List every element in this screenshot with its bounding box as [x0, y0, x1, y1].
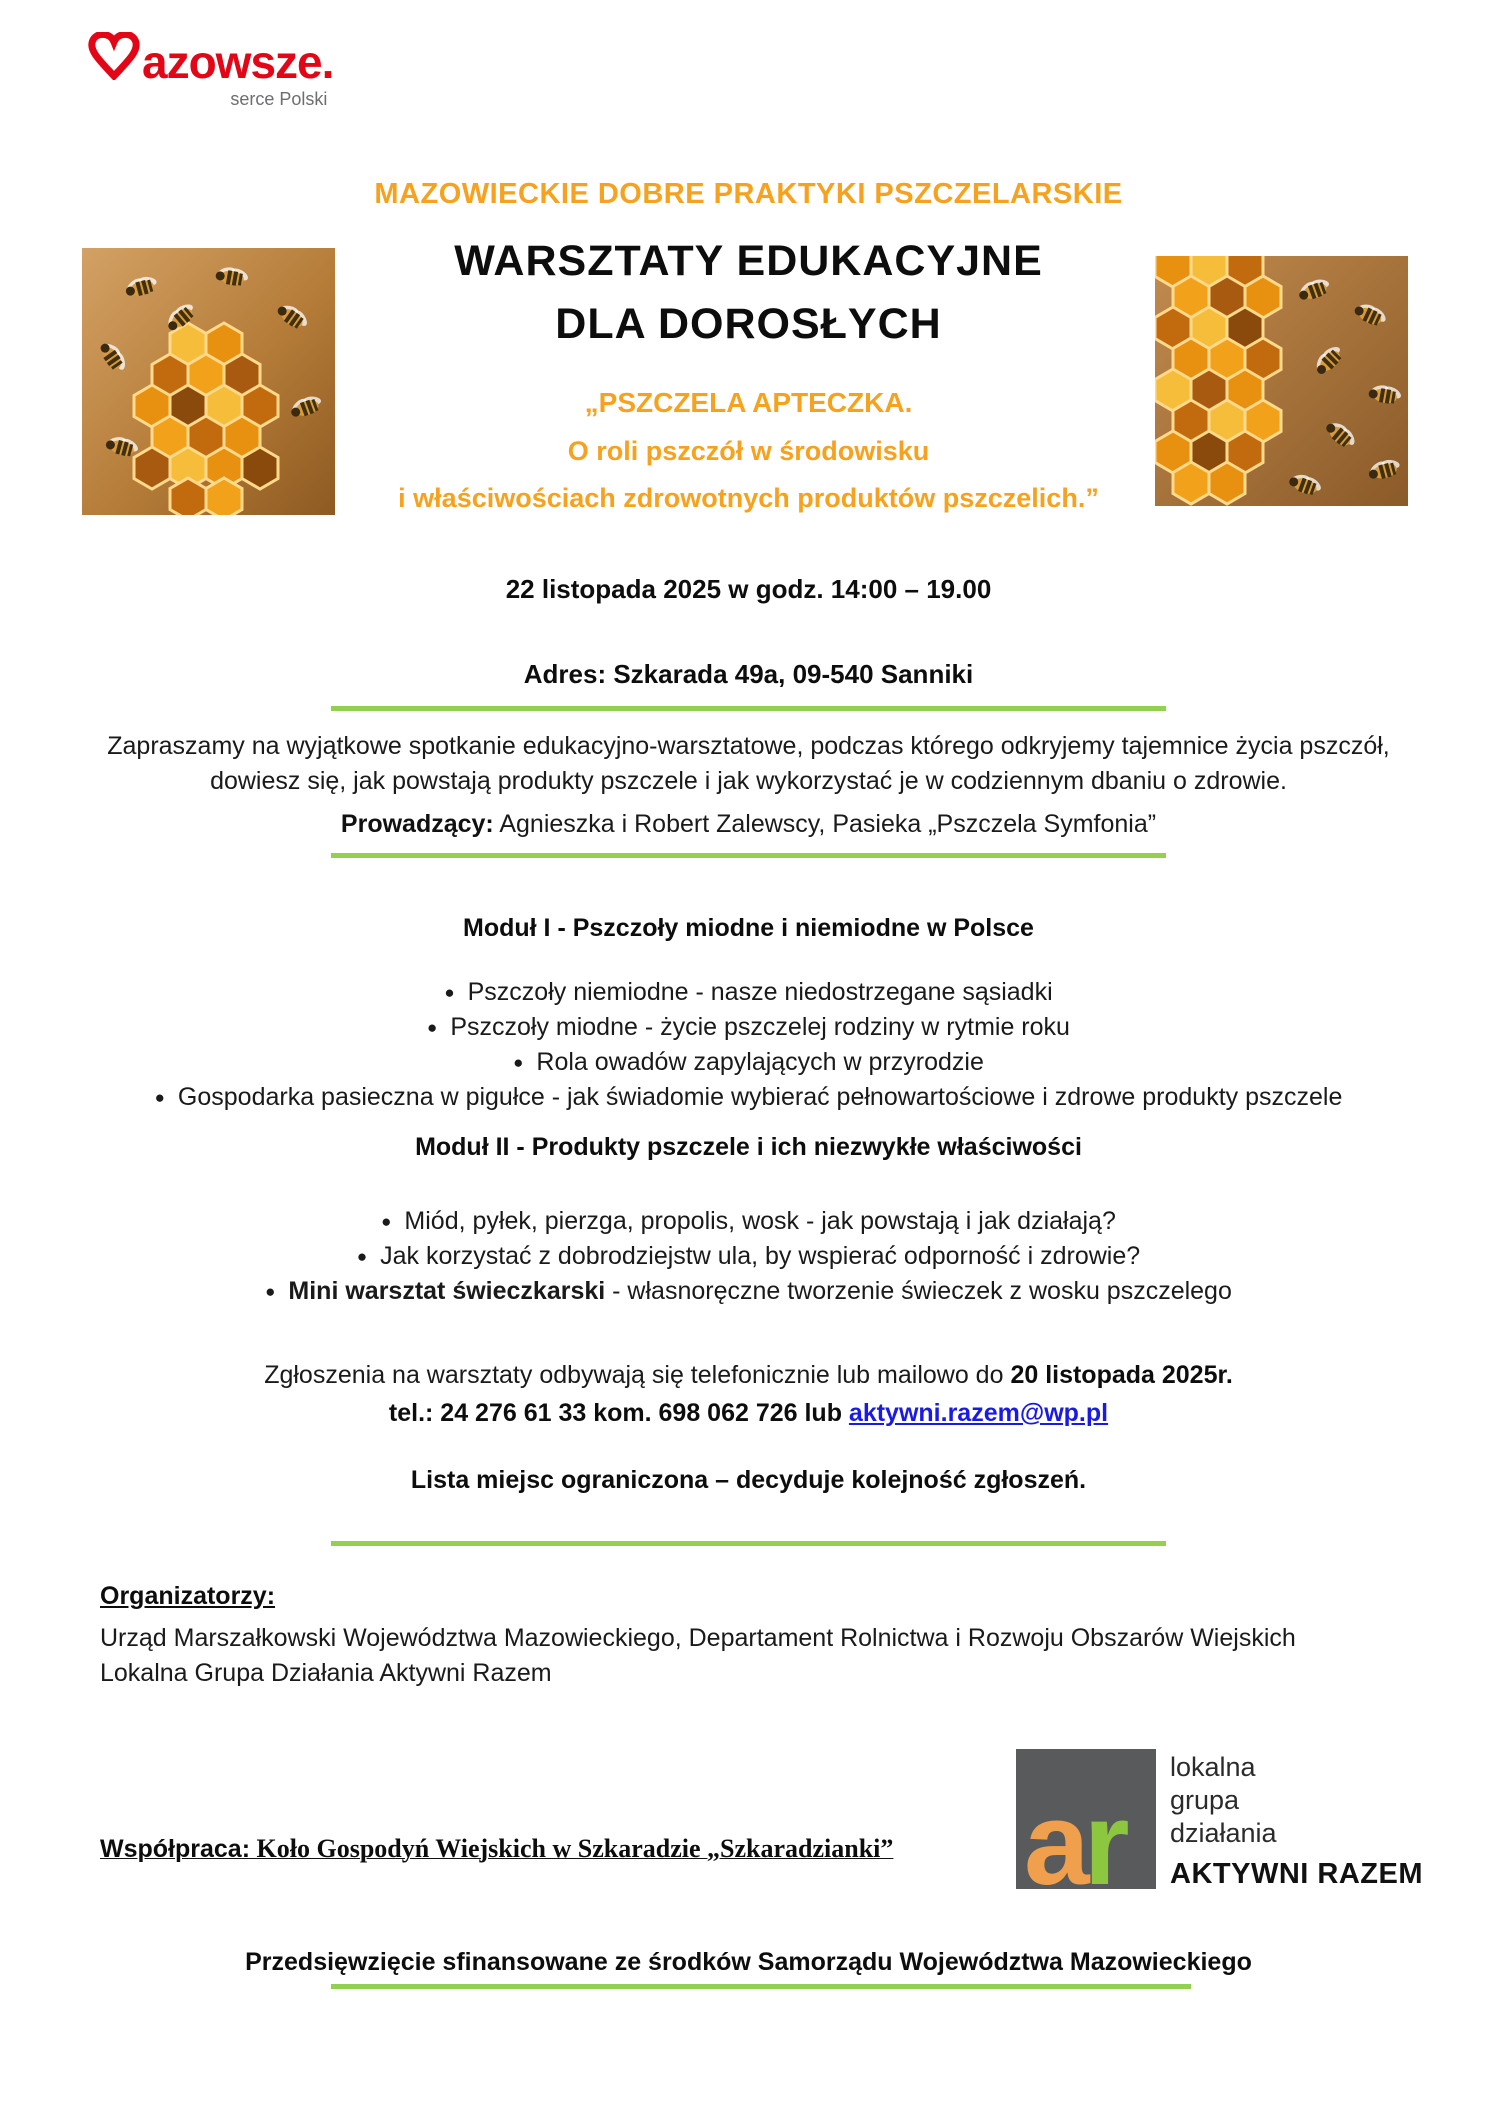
divider-line	[331, 853, 1166, 858]
list-item-text: Gospodarka pasieczna w pigułce - jak świadomie wybierać pełnowartościowe i zdrowe produkty pszczele	[177, 1083, 1343, 1111]
module1-bullets	[0, 975, 1497, 1115]
list-item-text: Miód, pyłek, pierzga, propolis, wosk - jak powstają i jak działają?	[404, 1207, 1116, 1235]
module2-bullets	[0, 1204, 1497, 1309]
subtitle-line2: O roli pszczół w środowisku	[567, 436, 930, 466]
cooperation-partner: Koło Gospodyń Wiejskich w Szkaradzie „Szkaradzianki”	[250, 1834, 894, 1863]
list-item	[84, 1274, 1414, 1309]
ar-letter-r: r	[1083, 1778, 1124, 1889]
leaders-line	[0, 810, 1497, 839]
registration-deadline: 20 listopada 2025r.	[1010, 1361, 1233, 1389]
bullet-icon: ●	[265, 1282, 276, 1301]
event-datetime: 22 listopada 2025 w godz. 14:00 – 19.00	[505, 574, 992, 604]
kicker-heading: MAZOWIECKIE DOBRE PRAKTYKI PSZCZELARSKIE	[374, 178, 1123, 210]
ar-letter-a: a	[1024, 1778, 1084, 1889]
list-item-text: Jak korzystać z dobrodziejstw ula, by wspierać odporność i zdrowie?	[380, 1242, 1141, 1270]
registration-text: Zgłoszenia na warsztaty odbywają się telefonicznie lub mailowo do	[264, 1361, 1011, 1389]
leaders-label: Prowadzący:	[340, 810, 494, 838]
event-address: Adres: Szkarada 49a, 09-540 Sanniki	[523, 659, 974, 689]
bullet-icon: ●	[444, 983, 455, 1002]
bullet-icon: ●	[154, 1088, 165, 1107]
list-item-bold: Mini warsztat świeczkarski	[288, 1277, 606, 1305]
aktywni-razem-logo	[1016, 1749, 1423, 1891]
cooperation-label: Współpraca:	[100, 1835, 251, 1863]
list-item	[84, 1239, 1414, 1274]
logo-wordmark: azowsze.	[142, 36, 334, 88]
module2-title: Moduł II - Produkty pszczele i ich niezwykłe właściwości	[415, 1133, 1082, 1161]
list-item	[84, 975, 1414, 1010]
organizer-line2: Lokalna Grupa Działania Aktywni Razem	[100, 1659, 552, 1687]
contact-line	[0, 1399, 1497, 1428]
organizers-label: Organizatorzy:	[100, 1582, 276, 1610]
list-item-text: - własnoręczne tworzenie świeczek z wosku pszczelego	[605, 1277, 1232, 1305]
divider-line	[331, 706, 1166, 711]
ar-org-name: AKTYWNI RAZEM	[1170, 1858, 1423, 1890]
list-item-text: Pszczoły niemiodne - nasze niedostrzegane sąsiadki	[467, 978, 1053, 1006]
cooperation-line	[100, 1834, 893, 1864]
divider-line	[331, 1984, 1191, 1989]
subtitle-line1: „PSZCZELA APTECZKA.	[584, 387, 913, 418]
leaders-value: Agnieszka i Robert Zalewscy, Pasieka „Pszczela Symfonia”	[493, 810, 1157, 838]
divider-line	[331, 1541, 1166, 1546]
logo-tagline: serce Polski	[230, 89, 328, 109]
main-title-line2: DLA DOROSŁYCH	[555, 300, 942, 348]
list-item	[84, 1045, 1414, 1080]
list-item	[84, 1080, 1414, 1115]
funding-note: Przedsięwzięcie sfinansowane ze środków Samorządu Województwa Mazowieckiego	[245, 1948, 1252, 1976]
list-item	[84, 1204, 1414, 1239]
list-item-text: Rola owadów zapylających w przyrodzie	[536, 1048, 984, 1076]
limited-seats-note: Lista miejsc ograniczona – decyduje kolejność zgłoszeń.	[410, 1466, 1087, 1494]
ar-word-lokalna: lokalna	[1170, 1752, 1256, 1782]
bullet-icon: ●	[427, 1018, 438, 1037]
list-item-text: Pszczoły miodne - życie pszczelej rodziny w rytmie roku	[450, 1013, 1070, 1041]
subtitle-line3: i właściwościach zdrowotnych produktów pszczelich.”	[398, 483, 1099, 513]
bullet-icon: ●	[513, 1053, 524, 1072]
email-link[interactable]: aktywni.razem@wp.pl	[848, 1399, 1109, 1427]
module1-title: Moduł I - Pszczoły miodne i niemiodne w Polsce	[463, 914, 1034, 942]
main-title-line1: WARSZTATY EDUKACYJNE	[454, 237, 1043, 285]
organizers-section	[0, 1582, 1497, 1691]
intro-paragraph: Zapraszamy na wyjątkowe spotkanie edukacyjno-warsztatowe, podczas którego odkryjemy tajemnice życia pszczół, dowiesz się, jak powstają produkty pszczele i jak wykorzystać je w codziennym dbaniu o zdrowie.	[107, 732, 1390, 795]
organizer-line1: Urząd Marszałkowski Województwa Mazowieckiego, Departament Rolnictwa i Rozwoju Obszarów Wiejskich	[100, 1624, 1296, 1652]
ar-word-grupa: grupa	[1170, 1785, 1240, 1815]
registration-line	[0, 1361, 1497, 1390]
bullet-icon: ●	[356, 1247, 368, 1266]
ar-monogram-icon	[1016, 1749, 1156, 1889]
phone-numbers: tel.: 24 276 61 33 kom. 698 062 726 lub	[388, 1399, 849, 1427]
ar-word-dzialania: działania	[1170, 1818, 1277, 1848]
list-item	[84, 1010, 1414, 1045]
bullet-icon: ●	[381, 1212, 392, 1231]
